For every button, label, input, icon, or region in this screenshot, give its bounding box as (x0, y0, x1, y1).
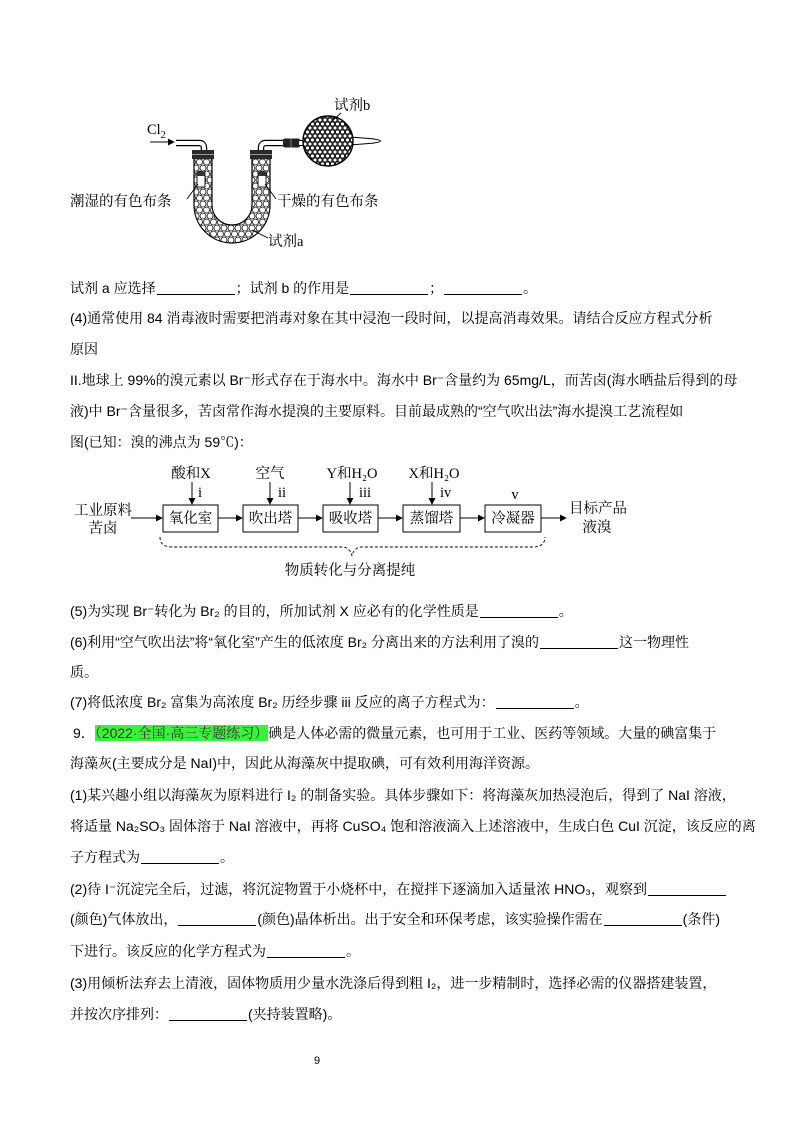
q5-line (70, 601, 573, 621)
step-2-name: 吹出塔 (248, 511, 293, 527)
dry-cloth-strip-mark (258, 172, 266, 176)
q9-line-1 (73, 723, 716, 743)
output-label-1: 目标产品 (569, 501, 627, 517)
reagent-a-label: 试剂a (268, 234, 304, 250)
answer-blank (350, 281, 428, 295)
q5-end: 。 (558, 603, 573, 619)
q9-line-2: 海藻灰(主要成分是 NaI)中，因此从海藻灰中提取碘，可有效利用海洋资源。 (70, 755, 539, 771)
q9-2-line2-b: (颜色)晶体析出。出于安全和环保考虑，该实验操作需在 (257, 911, 603, 927)
q9-2-line-2 (70, 909, 720, 929)
brace-caption: 物质转化与分离提纯 (284, 563, 416, 579)
answer-blank (480, 604, 558, 618)
answer-blank (496, 695, 574, 709)
q9-source-tag: （2022·全国·高三专题练习） (94, 725, 269, 741)
q9-3-line-2 (70, 1004, 341, 1024)
q9-1-line3-text: 子方程式为 (70, 849, 140, 865)
answer-blank (157, 281, 235, 295)
q9-text: 碘是人体必需的微量元素，也可用于工业、医药等领域。大量的碘富集于 (268, 725, 717, 741)
step-3-reagent: Y和H₂O (326, 466, 378, 482)
q9-2-line2-a: (颜色)气体放出， (70, 911, 178, 927)
q9-1-line-3 (70, 847, 234, 867)
part2-line-2: 液)中 Br⁻含量很多，苦卤常作海水提溴的主要原料。目前最成熟的“空气吹出法”海水提溴工艺流程如 (70, 403, 684, 419)
q6-line1-end: 这一物理性 (618, 634, 689, 650)
answer-blank (604, 912, 682, 926)
answer-blank (444, 281, 522, 295)
answer-blank (169, 1007, 247, 1021)
q6-line-2: 质。 (70, 664, 98, 680)
q9-1-line-2: 将适量 Na₂SO₃ 固体溶于 NaI 溶液中，再将 CuSO₄ 饱和溶液滴入上述溶液中，生成白色 CuI 沉淀，该反应的离 (70, 818, 756, 834)
q3-prefix: 试剂 a 应选择 (70, 280, 156, 296)
step-3-name: 吸收塔 (328, 511, 373, 527)
chlorine-apparatus-diagram (0, 85, 800, 255)
q9-2-line3-end: 。 (346, 943, 360, 959)
q9-2-line3-text: 下进行。该反应的化学方程式为 (70, 943, 266, 959)
q3-end: 。 (523, 280, 538, 296)
reagent-b-label: 试剂b (334, 98, 371, 114)
step-1-numeral: i (198, 485, 203, 501)
step-4-numeral: iv (440, 485, 452, 501)
answer-blank (178, 912, 256, 926)
q4-line-1: (4)通常使用 84 消毒液时需要把消毒对象在其中浸泡一段时间，以提高消毒效果。请结合反应方程式分析 (70, 310, 713, 326)
q3-answer-line (70, 278, 537, 298)
u-tube (194, 158, 270, 243)
q9-2-line2-c: (条件) (682, 911, 720, 927)
q9-2-line-3 (70, 941, 360, 961)
part2-line-3: 图(已知：溴的沸点为 59℃)： (70, 434, 253, 450)
bulb-tip (350, 137, 381, 145)
output-label-2: 液溴 (582, 520, 612, 536)
answer-blank (267, 944, 345, 958)
q3-mid2: ； (429, 280, 444, 296)
answer-blank (540, 635, 618, 649)
gas-label-cl2: $Cl_2$ (147, 122, 166, 141)
q7-line (70, 692, 589, 712)
step-4-reagent: X和H₂O (408, 466, 460, 482)
input-label-1: 工业原料 (74, 503, 132, 519)
step-5-numeral: v (511, 487, 519, 503)
wet-cloth-label: 潮湿的有色布条 (70, 194, 172, 210)
step-2-reagent: 空气 (255, 466, 285, 482)
q4-line-2: 原因 (70, 341, 98, 357)
bromine-process-flowchart (0, 455, 800, 583)
q9-2-line-1 (70, 879, 727, 899)
step-5-name: 冷凝器 (491, 511, 535, 527)
rubber-joint (283, 139, 300, 148)
step-3-numeral: iii (359, 485, 372, 501)
q9-3-line2-text: 并按次序排列： (70, 1006, 168, 1022)
step-1-name: 氧化室 (168, 511, 213, 527)
part2-line-1: II.地球上 99%的溴元素以 Br⁻形式存在于海水中。海水中 Br⁻含量约为 65mg/L，而苦卤(海水晒盐后得到的母 (70, 372, 738, 388)
q9-3-line-1: (3)用倾析法弃去上清液，固体物质用少量水洗涤后得到粗 I₂，进一步精制时，选择必需的仪器搭建装置， (70, 975, 717, 991)
grouping-brace (160, 537, 545, 556)
q9-2-line1-text: (2)待 I⁻沉淀完全后，过滤，将沉淀物置于小烧杯中，在搅拌下逐滴加入适量浓 HNO₃，观察到 (70, 881, 647, 897)
input-label-2: 苦卤 (88, 521, 118, 537)
q9-number: 9． (73, 725, 95, 741)
q5-text: (5)为实现 Br⁻转化为 Br₂ 的目的，所加试剂 X 应必有的化学性质是 (70, 603, 479, 619)
q3-mid1: ；试剂 b 的作用是 (235, 280, 350, 296)
drying-bulb (303, 116, 353, 166)
wet-cloth-strip-mark (197, 172, 205, 176)
q6-line-1 (70, 632, 689, 652)
q7-text: (7)将低浓度 Br₂ 富集为高浓度 Br₂ 历经步骤 iii 反应的离子方程式为： (70, 694, 495, 710)
step-2-numeral: ii (278, 485, 287, 501)
answer-blank (648, 882, 726, 896)
step-1-reagent: 酸和X (171, 466, 211, 482)
q9-1-line-1: (1)某兴趣小组以海藻灰为原料进行 I₂ 的制备实验。具体步骤如下：将海藻灰加热浸泡后，得到了 NaI 溶液， (70, 787, 736, 803)
answer-blank (141, 850, 219, 864)
dry-cloth-label: 干燥的有色布条 (277, 194, 379, 210)
q9-3-line2-end: (夹持装置略)。 (248, 1006, 342, 1022)
page-number: 9 (314, 1055, 321, 1067)
q6-text: (6)利用“空气吹出法”将“氧化室”产生的低浓度 Br₂ 分离出来的方法利用了溴的 (70, 634, 539, 650)
q7-end: 。 (574, 694, 589, 710)
step-4-name: 蒸馏塔 (409, 511, 454, 527)
q9-1-line3-end: 。 (220, 849, 234, 865)
